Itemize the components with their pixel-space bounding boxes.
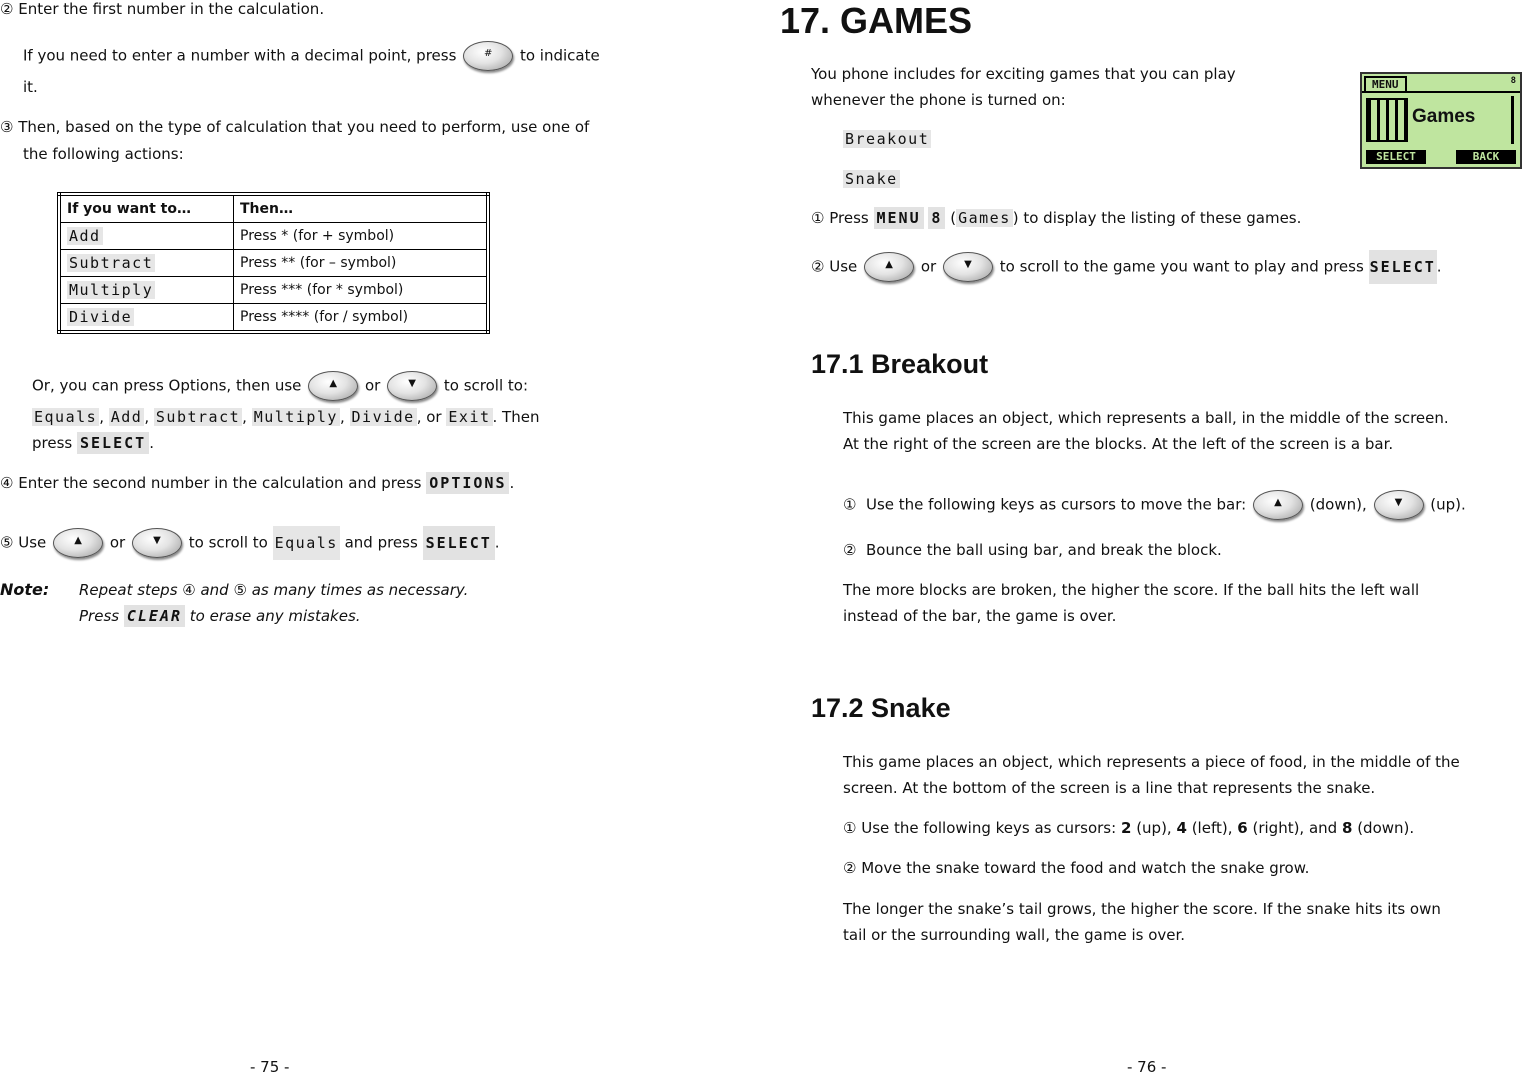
note-line-2	[79, 607, 361, 625]
equals-item: Equals	[273, 526, 340, 560]
snake-step-2	[843, 859, 1309, 877]
cell-want	[59, 304, 234, 333]
scroll-text: to scroll to	[188, 533, 268, 552]
options-instruction	[32, 371, 528, 401]
table-row	[59, 304, 488, 333]
screen-back-softkey: BACK	[1456, 150, 1516, 164]
options-softkey: OPTIONS	[426, 472, 509, 494]
breakout-step-1	[843, 490, 1466, 520]
press-text: Press	[829, 209, 869, 227]
step-number: ②	[843, 859, 857, 877]
step-number: ②	[843, 541, 857, 559]
key-4-label: (left),	[1191, 819, 1233, 837]
item-subtract: Subtract	[155, 408, 241, 426]
step-number: ②	[811, 257, 825, 276]
note-text: to erase any mistakes.	[189, 607, 361, 625]
menu-items-line	[32, 408, 539, 426]
arrow-glyph: ▼	[1394, 497, 1403, 508]
sep: ,	[339, 408, 345, 426]
op-subtract: Subtract	[69, 254, 154, 272]
step-text: Enter the second number in the calculation and press	[18, 474, 422, 492]
table-row	[59, 250, 488, 277]
key-2: 2	[1120, 819, 1132, 837]
step-text: to scroll to the game you want to play and press	[999, 257, 1364, 276]
key-6-label: (right), and	[1252, 819, 1338, 837]
snake-step-1	[843, 819, 1414, 837]
step-text: ) to display the listing of these games.	[1012, 209, 1302, 227]
breakout-more-1: The more blocks are broken, the higher the score. If the ball hits the left wall	[843, 581, 1420, 599]
screen-games-label: Games	[1412, 106, 1476, 127]
or-text: or	[920, 257, 937, 276]
note-line-1: Repeat steps ④ and ⑤ as many times as necessary.	[79, 581, 469, 599]
step-text: Move the snake toward the food and watch the snake grow.	[861, 859, 1310, 877]
step-number: ⑤	[0, 533, 14, 552]
intro-line-1: You phone includes for exciting games that you can play	[811, 65, 1236, 83]
item-exit: Exit	[448, 408, 491, 426]
page-number-left: - 75 -	[250, 1058, 290, 1076]
op-divide: Divide	[69, 308, 133, 326]
header-want: If you want to…	[59, 194, 234, 223]
down-key-icon	[1374, 490, 1424, 520]
step-3-line2: the following actions:	[23, 145, 184, 163]
game-list-item	[843, 130, 931, 148]
step-2	[0, 0, 324, 18]
game-snake: Snake	[845, 170, 898, 188]
select-softkey: SELECT	[1369, 250, 1437, 284]
breakout-desc-1: This game places an object, which represents a ball, in the middle of the screen.	[843, 409, 1449, 427]
step-text: Bounce the ball using bar, and break the block.	[866, 541, 1222, 559]
up-label: (up).	[1430, 495, 1466, 514]
breakout-desc-2: At the right of the screen are the blocks. At the left of the screen is a bar.	[843, 435, 1394, 453]
chapter-title: 17. GAMES	[780, 0, 973, 41]
games-step-1	[811, 209, 1301, 227]
calculation-table	[57, 192, 490, 334]
step-number: ③	[0, 118, 14, 136]
cell-then: Press *** (for * symbol)	[234, 277, 489, 304]
cell-want	[59, 250, 234, 277]
scrollbar-icon	[1511, 96, 1514, 144]
paren: (	[950, 209, 957, 227]
op-add: Add	[69, 227, 101, 245]
table-row	[59, 277, 488, 304]
up-key-icon	[53, 528, 103, 558]
up-key-icon	[1253, 490, 1303, 520]
up-key-icon	[864, 252, 914, 282]
sep: . Then	[492, 408, 540, 426]
game-list-item	[843, 170, 900, 188]
step-text: Enter the first number in the calculation.	[18, 0, 325, 18]
snake-desc-2: screen. At the bottom of the screen is a line that represents the snake.	[843, 779, 1376, 797]
snake-desc-1: This game places an object, which represents a piece of food, in the middle of the	[843, 753, 1460, 771]
step-text: Use the following keys as cursors:	[861, 819, 1117, 837]
intro-line-2: whenever the phone is turned on:	[811, 91, 1066, 109]
hash-key-icon	[463, 41, 513, 71]
decimal-text: If you need to enter a number with a decimal point, press	[23, 46, 457, 65]
use-text: Use	[829, 257, 858, 276]
options-text: Or, you can press Options, then use	[32, 376, 302, 395]
menu-softkey: MENU	[874, 207, 924, 229]
header-then: Then…	[234, 194, 489, 223]
arrow-glyph: ▲	[1274, 497, 1282, 508]
clear-softkey: CLEAR	[124, 605, 185, 627]
note-label: Note:	[0, 580, 50, 599]
snake-more-1: The longer the snake’s tail grows, the higher the score. If the snake hits its own	[843, 900, 1441, 918]
screen-menu-tab: MENU	[1364, 76, 1407, 91]
key-6: 6	[1237, 819, 1248, 837]
cell-then: Press * (for + symbol)	[234, 223, 489, 250]
cell-then: Press ** (for – symbol)	[234, 250, 489, 277]
table-row	[59, 223, 488, 250]
breakout-more-2: instead of the bar, the game is over.	[843, 607, 1117, 625]
step-3	[0, 118, 589, 136]
down-label: (down),	[1309, 495, 1367, 514]
arrow-glyph: ▼	[964, 259, 972, 270]
step-5	[0, 528, 500, 558]
cell-want	[59, 277, 234, 304]
decimal-instruction	[23, 41, 600, 71]
press-text: press	[32, 434, 73, 452]
sep: ,	[242, 408, 247, 426]
screen-select-softkey: SELECT	[1366, 150, 1426, 164]
arrow-glyph: ▲	[74, 535, 82, 546]
period: .	[494, 533, 500, 552]
period: .	[509, 474, 515, 492]
item-divide: Divide	[351, 408, 415, 426]
cell-then: Press **** (for / symbol)	[234, 304, 489, 333]
item-add: Add	[110, 408, 143, 426]
key-8: 8	[1341, 819, 1353, 837]
or-text: or	[109, 533, 126, 552]
games-item: Games	[958, 209, 1011, 227]
step-text: Then, based on the type of calculation that you need to perform, use one of	[18, 118, 590, 136]
section-breakout-title: 17.1 Breakout	[811, 349, 989, 379]
arrow-glyph: ▼	[408, 378, 416, 389]
puzzle-icon	[1366, 98, 1408, 142]
game-breakout: Breakout	[845, 130, 930, 148]
key-2-label: (up),	[1136, 819, 1172, 837]
page-number-right: - 76 -	[1127, 1058, 1167, 1076]
key-glyph: #	[483, 48, 493, 59]
or-text: or	[364, 376, 381, 395]
snake-more-2: tail or the surrounding wall, the game is over.	[843, 926, 1186, 944]
key-4: 4	[1176, 819, 1187, 837]
step-number: ④	[0, 474, 14, 492]
arrow-glyph: ▲	[329, 378, 338, 389]
item-equals: Equals	[34, 408, 98, 426]
key-8-label: (down).	[1357, 819, 1415, 837]
section-snake-title: 17.2 Snake	[811, 693, 951, 723]
screen-divider	[1362, 91, 1520, 93]
key-8: 8	[928, 207, 945, 229]
select-softkey: SELECT	[423, 526, 495, 560]
down-key-icon	[387, 371, 437, 401]
step-number: ①	[843, 495, 857, 514]
cell-want	[59, 223, 234, 250]
down-key-icon	[943, 252, 993, 282]
down-key-icon	[132, 528, 182, 558]
sep: ,	[144, 408, 150, 426]
step-text: Use the following keys as cursors to move the bar:	[866, 495, 1247, 514]
sep: ,	[99, 408, 104, 426]
decimal-text-post: to indicate	[519, 46, 600, 65]
phone-screen-illustration	[1360, 72, 1522, 169]
screen-number: 8	[1510, 76, 1516, 86]
op-multiply: Multiply	[69, 281, 154, 299]
table-header	[59, 194, 488, 223]
period: .	[1436, 257, 1442, 276]
games-step-2	[811, 252, 1442, 282]
note-press: Press	[79, 607, 120, 625]
step-number: ①	[843, 819, 857, 837]
period: .	[149, 434, 154, 452]
sep: , or	[416, 408, 442, 426]
breakout-step-2	[843, 541, 1222, 559]
press-select-line	[32, 434, 154, 452]
select-softkey: SELECT	[77, 432, 149, 454]
decimal-end: it.	[23, 78, 38, 96]
use-text: Use	[18, 533, 47, 552]
up-key-icon	[308, 371, 358, 401]
step-4	[0, 474, 514, 492]
and-press-text: and press	[344, 533, 418, 552]
step-number: ②	[0, 0, 14, 18]
arrow-glyph: ▲	[885, 259, 893, 270]
item-multiply: Multiply	[253, 408, 338, 426]
arrow-glyph: ▼	[153, 535, 161, 546]
options-text-post: to scroll to:	[443, 376, 529, 395]
step-number: ①	[811, 209, 825, 227]
